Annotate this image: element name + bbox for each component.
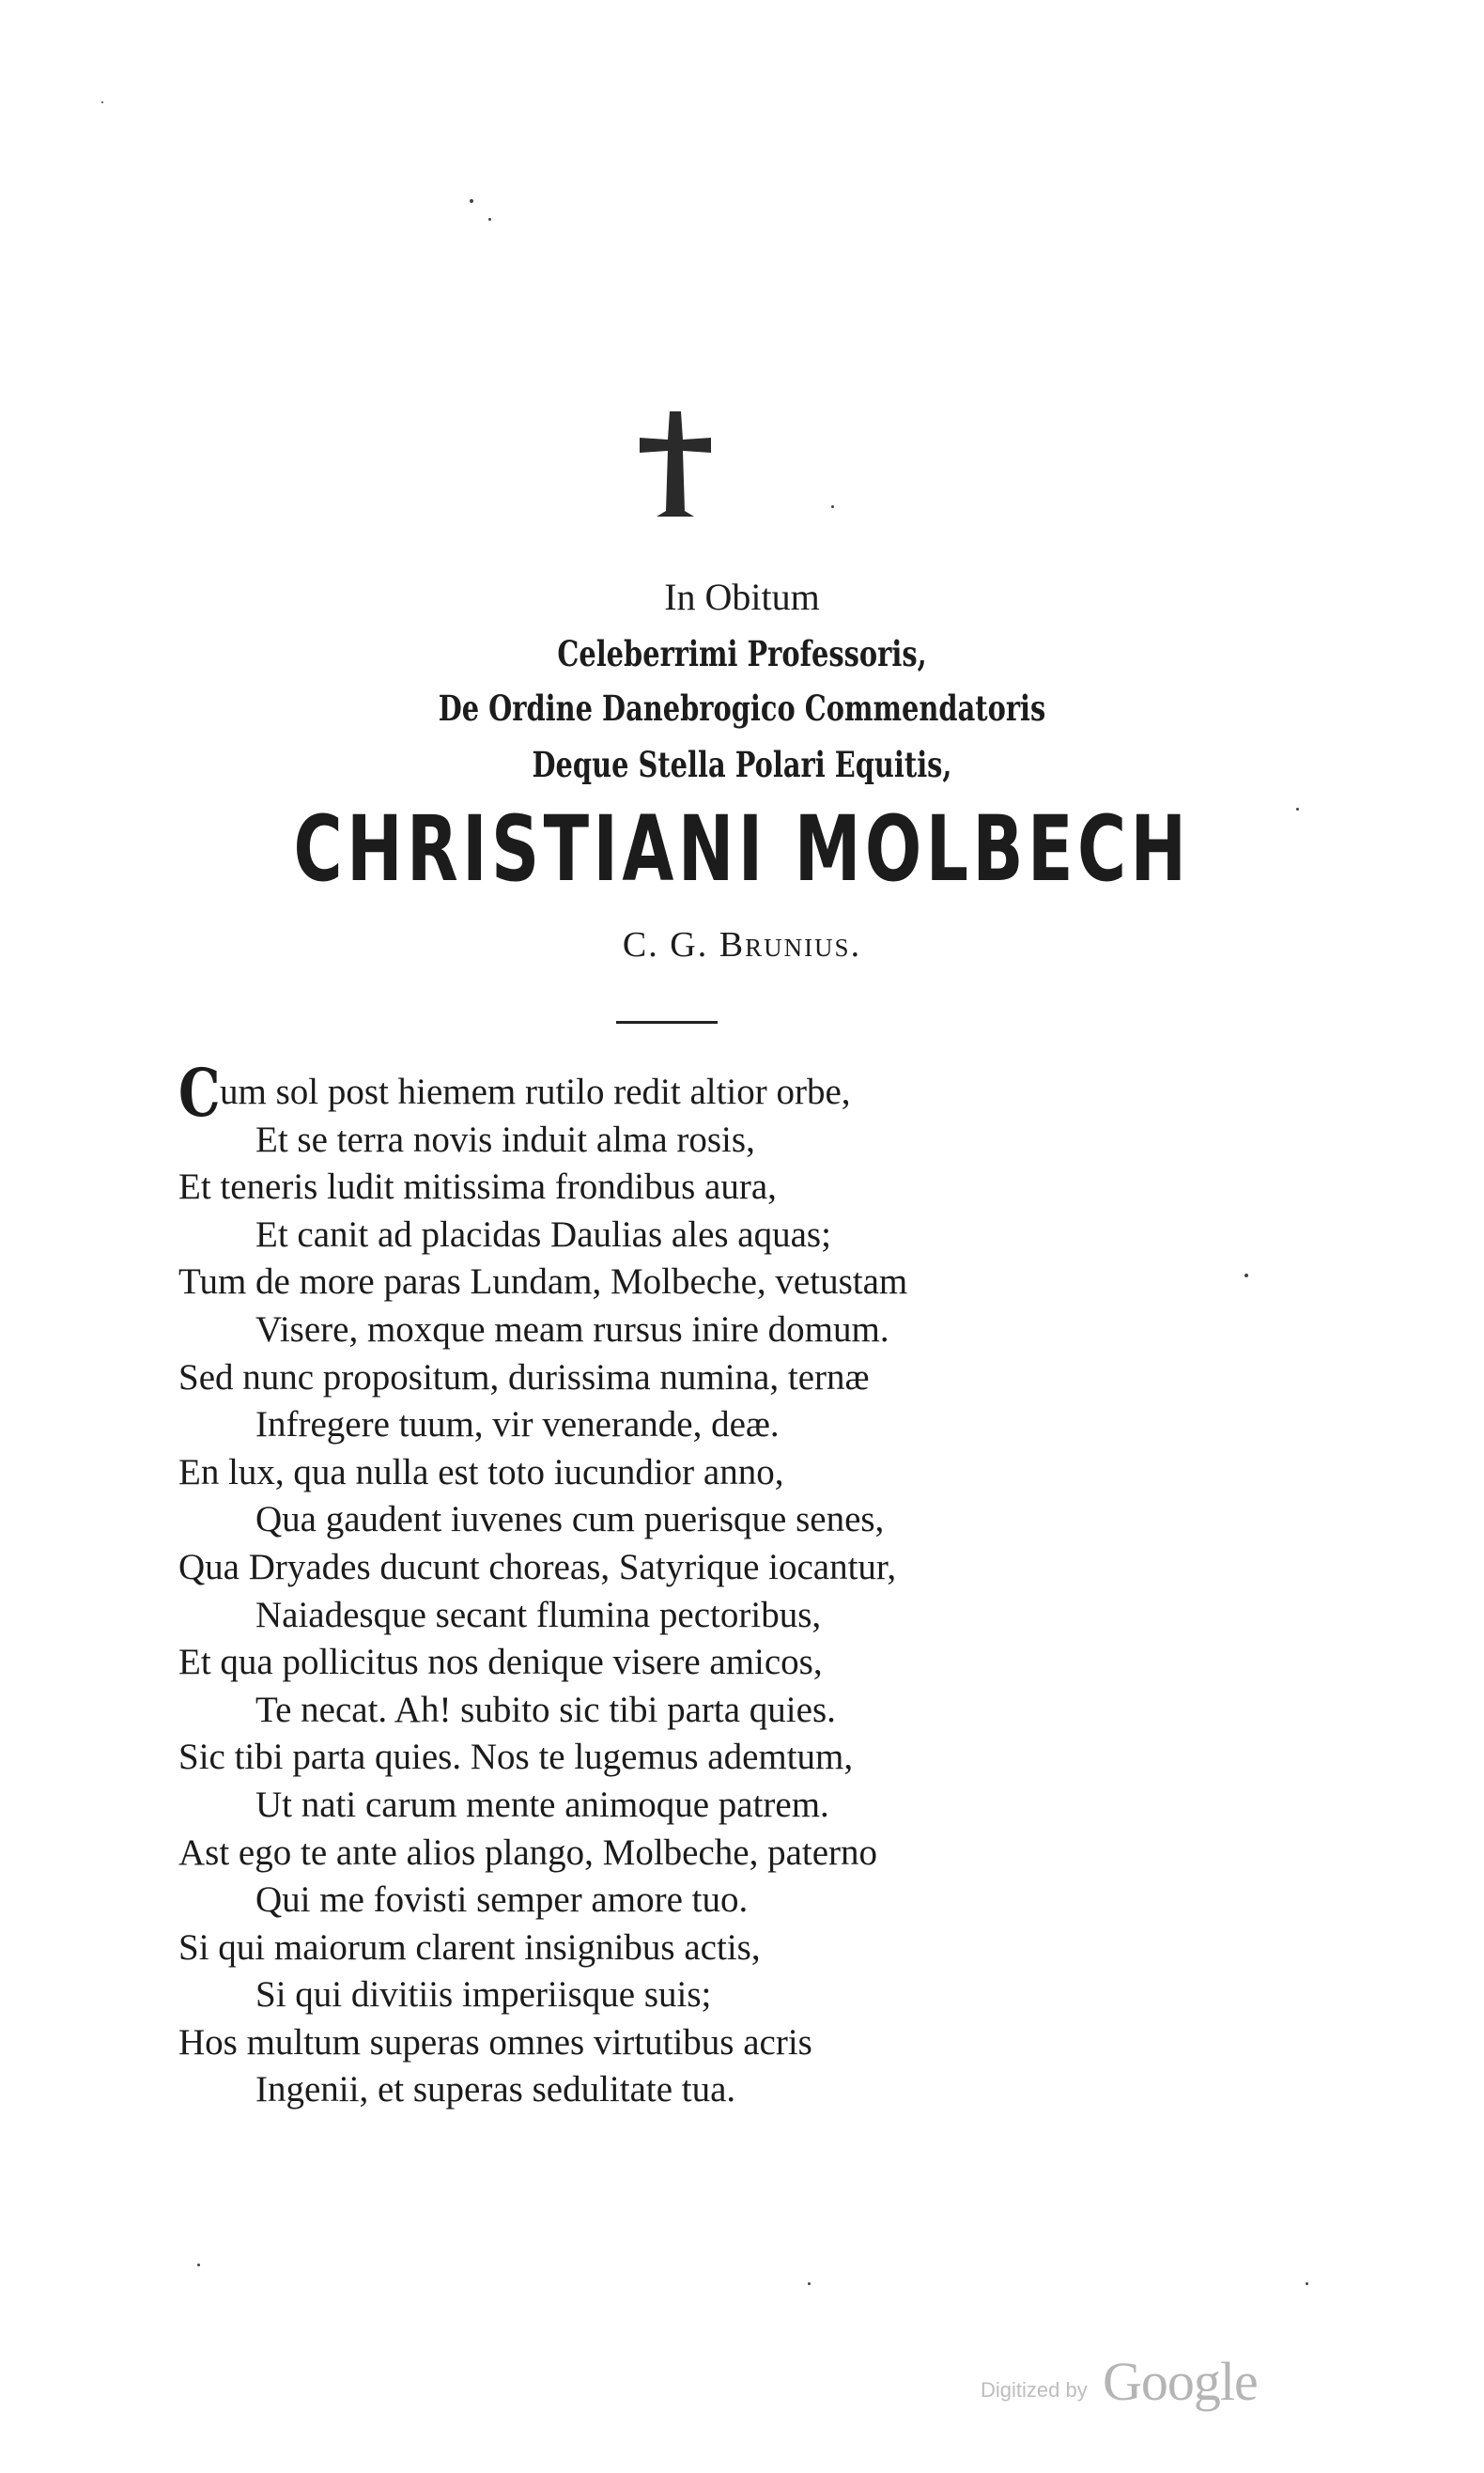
poem-line-text: Qua gaudent iuvenes cum puerisque senes, <box>255 1499 885 1540</box>
poem-line <box>178 1830 1259 1878</box>
poem-line <box>178 1639 1259 1687</box>
page-title: CHRISTIANI MOLBECH <box>293 796 1191 902</box>
digitization-watermark <box>981 2350 1281 2412</box>
poem-line-text: Hos multum superas omnes virtutibus acris <box>178 2021 812 2063</box>
watermark-prefix: Digitized by <box>981 2378 1088 2402</box>
poem-line-text: Si qui divitiis imperiisque suis; <box>255 1974 712 2016</box>
poem-line <box>178 1354 1259 1402</box>
poem-line-text: Ast ego te ante alios plango, Molbeche, paterno <box>178 1832 878 1873</box>
poem-line <box>178 1544 1259 1592</box>
poem-line-text: Te necat. Ah! subito sic tibi parta quies. <box>255 1689 836 1730</box>
poem-line-text: Tum de more paras Lundam, Molbeche, vetustam <box>178 1261 908 1303</box>
poem-line <box>178 1734 1259 1782</box>
poem-line-text: Sed nunc propositum, durissima numina, ternæ <box>178 1356 870 1398</box>
poem-line <box>178 1259 1259 1306</box>
watermark-brand-logo: Google <box>1103 2351 1258 2412</box>
scan-speck <box>470 199 473 203</box>
poem-line <box>178 1164 1259 1212</box>
poem-line <box>178 1053 1259 1132</box>
scan-speck <box>831 505 834 508</box>
scan-speck <box>1306 2282 1308 2285</box>
scan-speck <box>197 2264 200 2266</box>
poem-line <box>178 1592 1259 1640</box>
poem-line-text: En lux, qua nulla est toto iucundior anno, <box>178 1451 784 1492</box>
poem-line-text: Sic tibi parta quies. Nos te lugemus ademtum, <box>178 1737 854 1778</box>
poem-line-text: Si qui maiorum clarent insignibus actis, <box>178 1926 761 1968</box>
scan-speck <box>808 2282 811 2285</box>
poem-line <box>178 1117 1259 1165</box>
heading-knight: Deque Stella Polari Equitis, <box>532 744 952 785</box>
heading-in-obitum: In Obitum <box>664 576 820 618</box>
poem-line-text: Visere, moxque meam rursus inire domum. <box>255 1308 889 1350</box>
latin-cross-icon <box>640 411 711 517</box>
author-initials: C. G. <box>622 925 709 965</box>
poem-line <box>178 1687 1259 1735</box>
divider-rule <box>616 1021 718 1024</box>
poem-line-text: Ingenii, et superas sedulitate tua. <box>255 2069 736 2110</box>
author-surname: Brunius. <box>719 925 862 965</box>
heading-commander: De Ordine Danebrogico Commendatoris <box>438 688 1046 729</box>
poem-line <box>178 2066 1259 2114</box>
poem-line-text: Qua Dryades ducunt choreas, Satyrique iocantur, <box>178 1546 897 1587</box>
poem-line <box>178 1877 1259 1924</box>
poem-line-text: um sol post hiemem rutilo redit altior orbe, <box>220 1072 851 1112</box>
poem-line-text: Et se terra novis induit alma rosis, <box>255 1119 755 1160</box>
scan-speck <box>101 101 103 103</box>
author-line <box>0 924 1484 966</box>
poem-line-text: Ut nati carum mente animoque patrem. <box>255 1784 829 1825</box>
poem-line <box>178 2019 1259 2067</box>
poem-line-text: Et qua pollicitus nos denique visere amicos, <box>178 1642 823 1683</box>
poem-line-text: Et teneris ludit mitissima frondibus aura, <box>178 1167 777 1208</box>
scan-speck <box>1244 1274 1248 1277</box>
poem-line <box>178 1401 1259 1449</box>
poem-line-text: Infregere tuum, vir venerande, deæ. <box>255 1404 780 1445</box>
poem-line <box>178 1924 1259 1972</box>
poem-line-text: Et canit ad placidas Daulias ales aquas; <box>255 1213 831 1255</box>
poem-line <box>178 1971 1259 2019</box>
poem-line <box>178 1782 1259 1830</box>
scan-speck <box>1296 808 1299 811</box>
poem-line <box>178 1496 1259 1544</box>
poem-line-text: Qui me fovisti semper amore tuo. <box>255 1879 749 1921</box>
scan-speck <box>488 218 491 221</box>
poem-line <box>178 1212 1259 1260</box>
poem-line <box>178 1449 1259 1497</box>
heading-professor: Celeberrimi Professoris, <box>557 633 927 674</box>
poem-line <box>178 1306 1259 1354</box>
poem-dropcap: C <box>178 1053 221 1132</box>
poem-body <box>178 1053 1259 2114</box>
poem-line-text: Naiadesque secant flumina pectoribus, <box>255 1594 822 1635</box>
